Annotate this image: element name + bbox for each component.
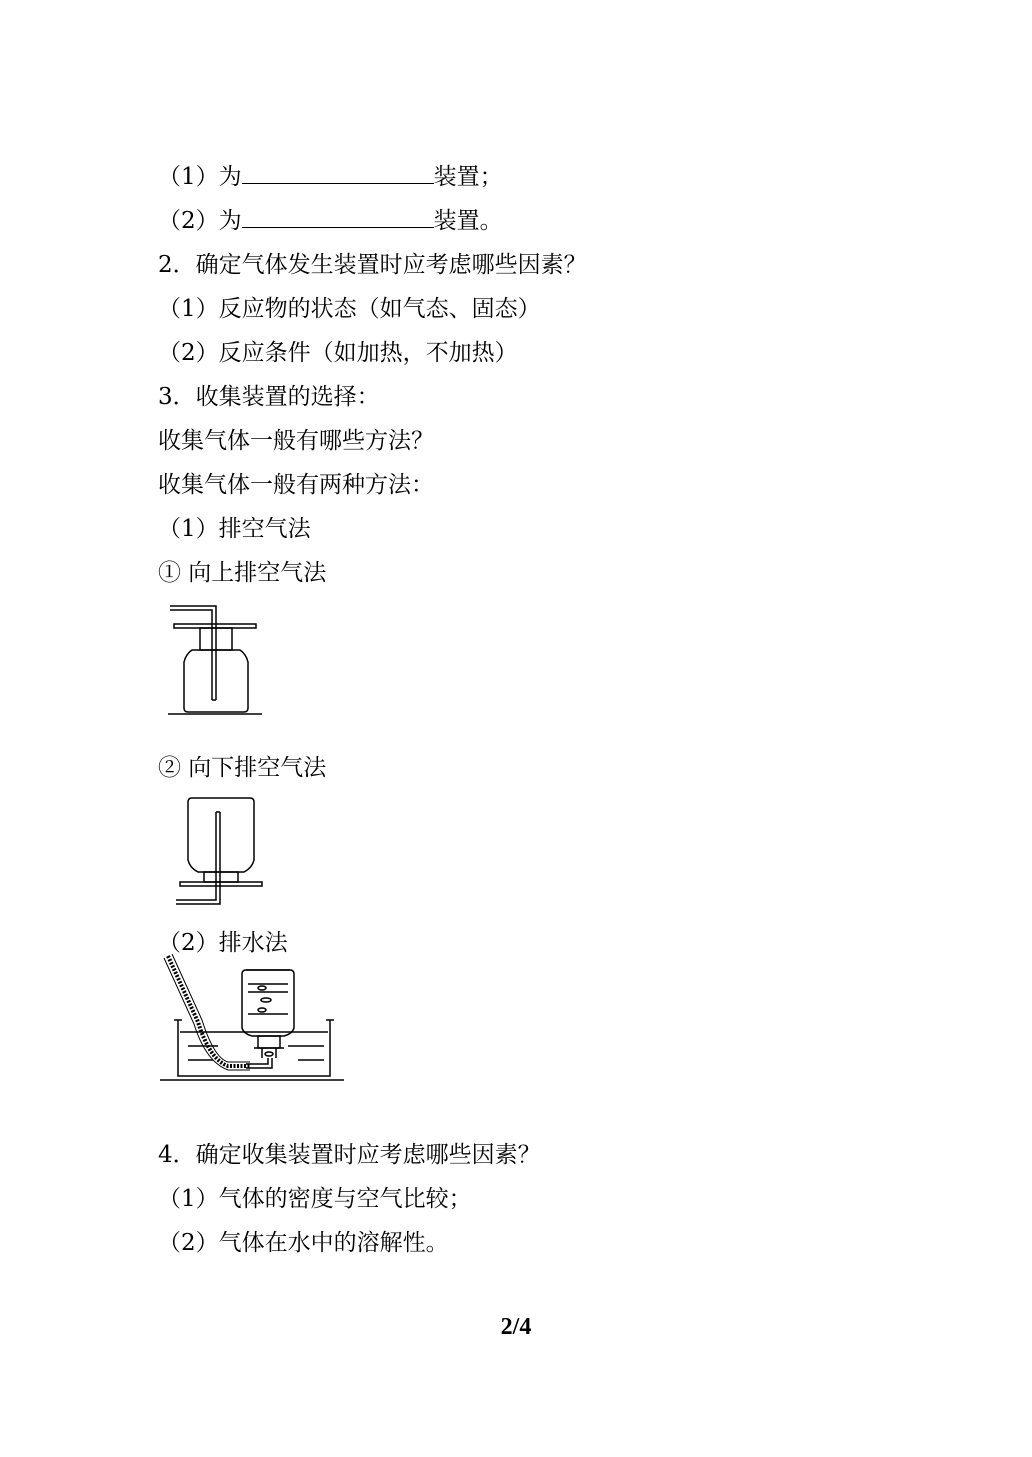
method-downward-air: ② 向下排空气法 bbox=[158, 755, 327, 781]
section-3-heading: 3．收集装置的选择： bbox=[158, 384, 380, 410]
method-upward-air: ① 向上排空气法 bbox=[158, 560, 327, 586]
fill-blank-line-1 bbox=[158, 162, 503, 192]
line-suffix: 装置。 bbox=[433, 208, 503, 234]
question-4-heading: 4．确定收集装置时应考虑哪些因素？ bbox=[158, 1142, 541, 1168]
question-2-heading: 2．确定气体发生装置时应考虑哪些因素？ bbox=[158, 252, 587, 278]
downward-air-displacement-figure bbox=[168, 792, 278, 912]
line-prefix: （2）为 bbox=[158, 208, 242, 234]
page-number: 2/4 bbox=[500, 1314, 532, 1340]
question-collect-methods: 收集气体一般有哪些方法？ bbox=[158, 428, 434, 454]
factor-reactant-state: （1）反应物的状态（如气态、固态） bbox=[158, 296, 541, 322]
answer-collect-methods: 收集气体一般有两种方法： bbox=[158, 472, 434, 498]
factor-gas-density: （1）气体的密度与空气比较； bbox=[158, 1186, 472, 1212]
factor-reaction-condition: （2）反应条件（如加热，不加热） bbox=[158, 340, 518, 366]
method-water-displacement: （2）排水法 bbox=[158, 930, 288, 956]
line-prefix: （1）为 bbox=[158, 164, 242, 190]
water-displacement-figure bbox=[158, 950, 348, 1085]
fill-blank-line-2 bbox=[158, 206, 503, 236]
upward-air-displacement-figure bbox=[160, 600, 270, 720]
answer-blank bbox=[242, 207, 434, 228]
line-suffix: 装置； bbox=[433, 164, 503, 190]
answer-blank bbox=[242, 163, 434, 184]
factor-gas-solubility: （2）气体在水中的溶解性。 bbox=[158, 1230, 449, 1256]
method-air-displacement: （1）排空气法 bbox=[158, 516, 311, 542]
